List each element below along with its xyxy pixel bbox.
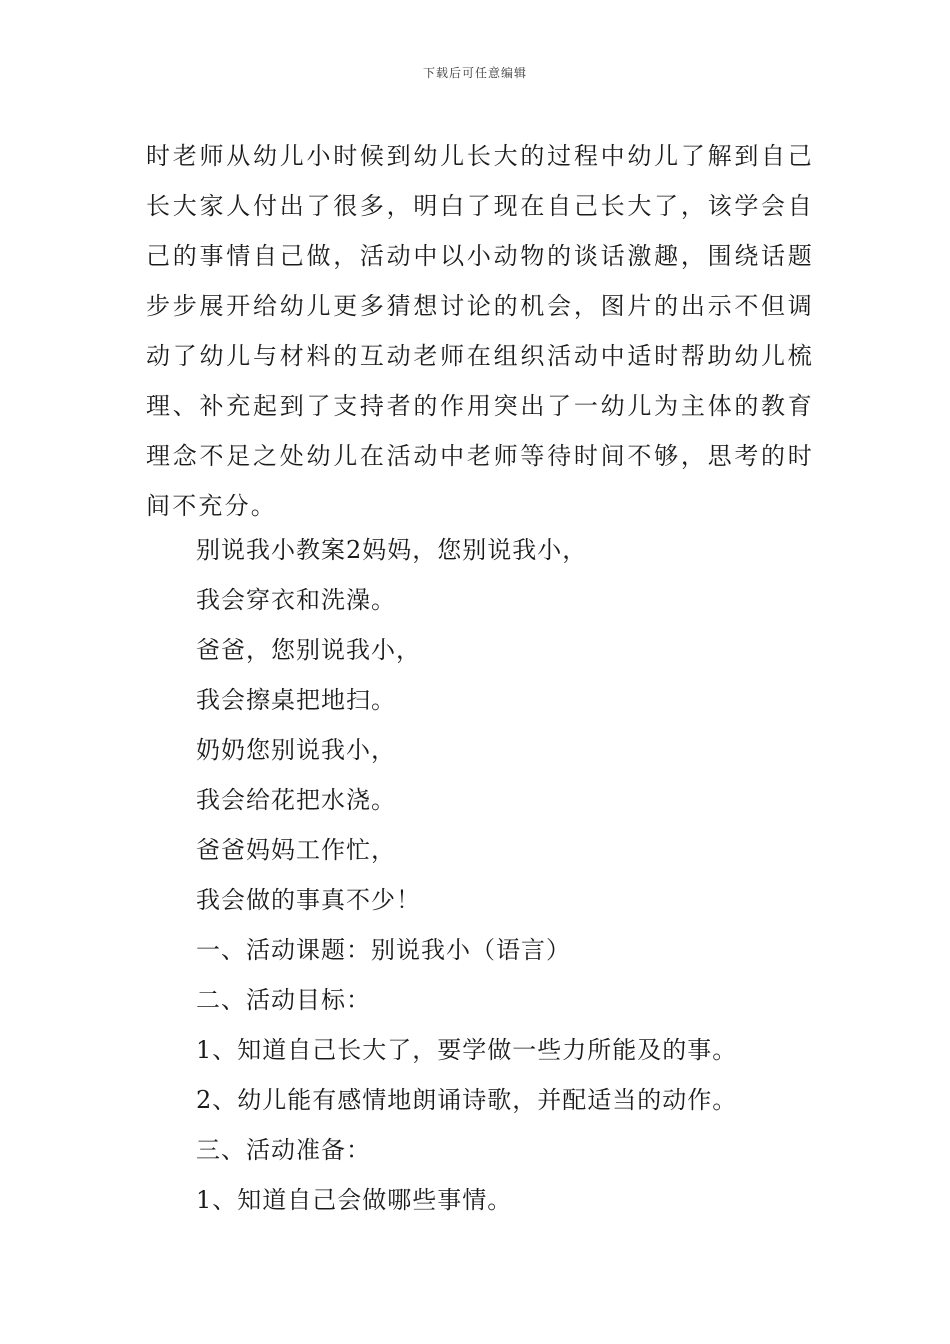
text-line: 我会擦桌把地扫。 [196,686,396,714]
page-header: 下载后可任意编辑 [422,66,527,80]
text-line: 奶奶您别说我小， [196,736,396,764]
text-line: 别说我小教案2妈妈，您别说我小， [196,536,588,564]
list-item: 2、幼儿能有感情地朗诵诗歌，并配适当的动作。 [196,1086,738,1114]
body-paragraph: 时老师从幼儿小时候到幼儿长大的过程中幼儿了解到自己长大家人付出了很多，明白了现在自己长大了，该学会自己的事情自己做，活动中以小动物的谈话激趣，围绕话题步步展开给幼儿更多猜想讨论的机会，图片的出示不但调动了幼儿与材料的互动老师在组织活动中适时帮助幼儿梳理、补充起到了支持者的作用突出了一幼儿为主体的教育理念不足之处幼儿在活动中老师等待时间不够，思考的时间不充分。 [146,142,814,520]
list-item: 1、知道自己长大了，要学做一些力所能及的事。 [196,1036,738,1064]
section-heading: 一、活动课题：别说我小（语言） [196,936,571,964]
section-heading: 二、活动目标： [196,986,371,1014]
text-line: 我会穿衣和洗澡。 [196,586,396,614]
text-line: 我会给花把水浇。 [196,786,396,814]
list-item: 1、知道自己会做哪些事情。 [196,1186,513,1214]
text-line: 爸爸妈妈工作忙， [196,836,396,864]
body-lines [196,525,737,1225]
text-line: 爸爸，您别说我小， [196,636,421,664]
text-line: 我会做的事真不少！ [196,886,421,914]
section-heading: 三、活动准备： [196,1136,371,1164]
